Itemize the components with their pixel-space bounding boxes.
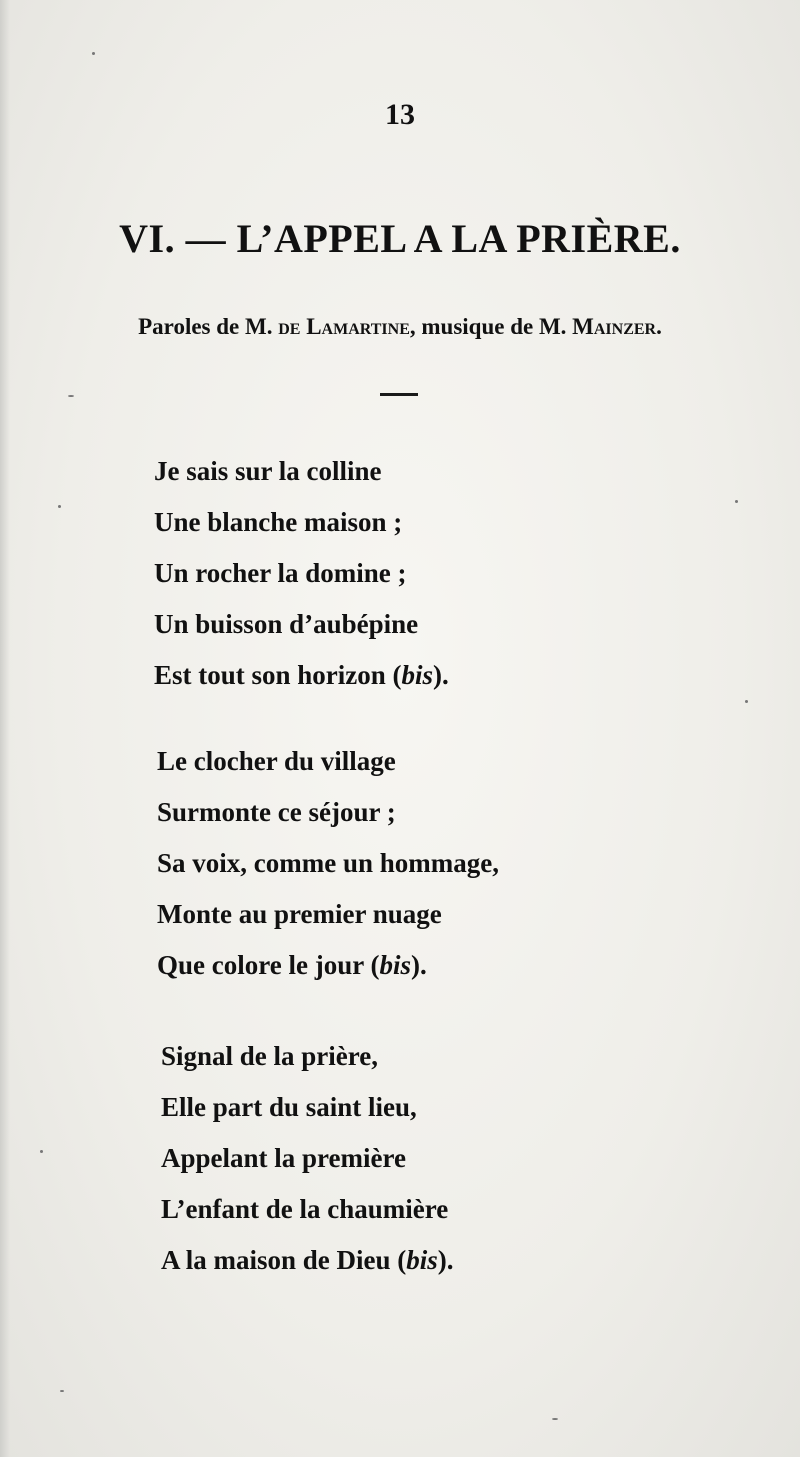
refrain-open: ( <box>363 950 380 980</box>
refrain-marker: bis <box>379 950 411 980</box>
verse-line: Je sais sur la colline <box>154 456 382 486</box>
paper-speck <box>60 1390 64 1392</box>
paper-speck <box>745 700 748 703</box>
verse-line: Surmonte ce séjour ; <box>157 797 396 827</box>
verse-line: L’enfant de la chaumière <box>161 1194 449 1224</box>
verse-line: Le clocher du village <box>157 746 396 776</box>
paper-speck <box>92 52 95 55</box>
verse-text: A la maison de Dieu <box>161 1245 391 1275</box>
page-number: 13 <box>385 98 415 131</box>
credits-middle: , musique de M. <box>409 314 573 339</box>
verse-line: Sa voix, comme un hommage, <box>157 848 499 878</box>
verse-line-with-refrain <box>154 650 449 701</box>
paper-speck <box>68 395 74 397</box>
lyricist-name: Lamartine <box>306 314 410 339</box>
verse-line: Elle part du saint lieu, <box>161 1092 417 1122</box>
verse-line-with-refrain <box>157 940 499 991</box>
refrain-open: ( <box>390 1245 407 1275</box>
divider-rule <box>380 393 418 396</box>
lyricist-particle: de <box>278 314 307 339</box>
credits-prefix: Paroles de M. <box>138 314 279 339</box>
verse-line: Un buisson d’aubépine <box>154 609 419 639</box>
paper-speck <box>58 505 61 508</box>
verse-line-with-refrain <box>161 1235 454 1286</box>
refrain-close: ). <box>433 660 449 690</box>
verse-line: Signal de la prière, <box>161 1041 379 1071</box>
verse-line: Monte au premier nuage <box>157 899 442 929</box>
credits-suffix: . <box>656 314 662 339</box>
verse-line: Une blanche maison ; <box>154 507 403 537</box>
credits-line <box>0 314 800 340</box>
refrain-open: ( <box>385 660 402 690</box>
paper-speck <box>552 1418 558 1420</box>
refrain-marker: bis <box>401 660 434 690</box>
paper-speck <box>40 1150 43 1153</box>
refrain-marker: bis <box>406 1245 438 1275</box>
stanza <box>154 446 449 701</box>
verse-line: Un rocher la domine ; <box>154 558 407 588</box>
refrain-close: ). <box>410 950 427 980</box>
poem-title: VI. — L’APPEL A LA PRIÈRE. <box>119 216 681 261</box>
paper-speck <box>735 500 738 503</box>
refrain-close: ). <box>437 1245 454 1275</box>
verse-line: Appelant la première <box>161 1143 406 1173</box>
stanza <box>157 736 499 991</box>
verse-text: Que colore le jour <box>157 950 364 980</box>
stanza <box>161 1031 454 1286</box>
composer-name: Mainzer <box>572 314 657 339</box>
verse-text: Est tout son horizon <box>154 660 386 690</box>
